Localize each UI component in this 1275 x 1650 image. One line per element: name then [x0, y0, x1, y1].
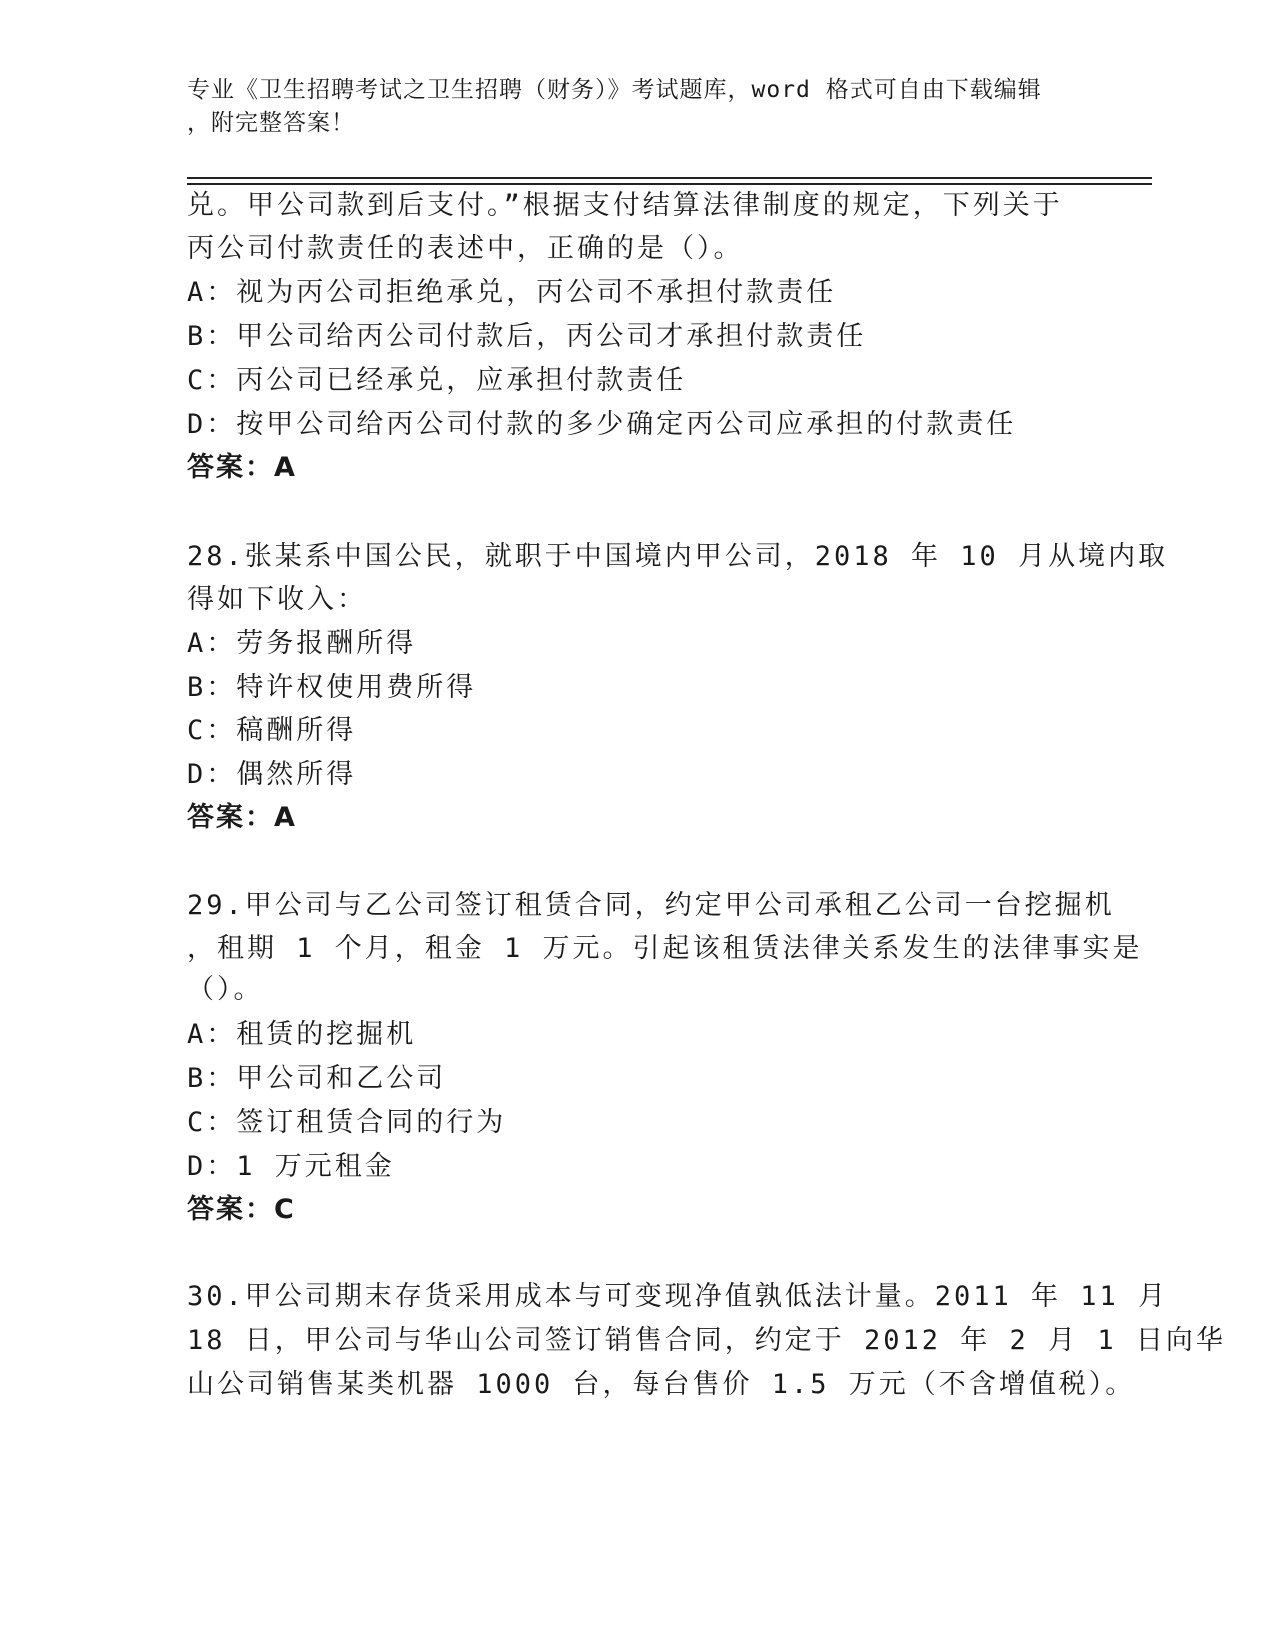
q29-option-b: B：甲公司和乙公司 [187, 1063, 447, 1094]
q28-option-a: A：劳务报酬所得 [187, 628, 417, 659]
q28-option-b: B：特许权使用费所得 [187, 672, 477, 703]
q27-answer: 答案：A [187, 452, 297, 483]
q29-option-d: D：1 万元租金 [187, 1151, 395, 1182]
q30-stem-line1: 30.甲公司期末存货采用成本与可变现净值孰低法计量。2011 年 11 月 [187, 1281, 1169, 1312]
header-title-line2: ，附完整答案！ [187, 110, 355, 136]
document-header [187, 74, 1067, 140]
q28-stem-line2: 得如下收入： [187, 584, 367, 615]
q27-option-a: A：视为丙公司拒绝承兑，丙公司不承担付款责任 [187, 277, 837, 308]
header-divider-top [187, 177, 1152, 179]
q29-stem-line2: ，租期 1 个月，租金 1 万元。引起该租赁法律关系发生的法律事实是 [187, 933, 1143, 964]
q29-option-a: A：租赁的挖掘机 [187, 1019, 417, 1050]
q27-stem-line2: 丙公司付款责任的表述中，正确的是（）。 [187, 233, 744, 264]
q30-stem-line2: 18 日，甲公司与华山公司签订销售合同，约定于 2012 年 2 月 1 日向华 [187, 1325, 1226, 1356]
q28-option-d: D：偶然所得 [187, 759, 357, 790]
q30-stem-line3: 山公司销售某类机器 1000 台，每台售价 1.5 万元（不含增值税）。 [187, 1369, 1136, 1400]
q27-option-c: C：丙公司已经承兑，应承担付款责任 [187, 365, 687, 396]
q27-option-b: B：甲公司给丙公司付款后，丙公司才承担付款责任 [187, 321, 867, 352]
q29-option-c: C：签订租赁合同的行为 [187, 1107, 507, 1138]
q28-stem-line1: 28.张某系中国公民，就职于中国境内甲公司，2018 年 10 月从境内取 [187, 541, 1169, 572]
q29-answer: 答案：C [187, 1194, 296, 1225]
q29-stem-line1: 29.甲公司与乙公司签订租赁合同，约定甲公司承租乙公司一台挖掘机 [187, 890, 1115, 921]
q27-stem-line1: 兑。甲公司款到后支付。”根据支付结算法律制度的规定，下列关于 [187, 190, 1063, 221]
q28-option-c: C：稿酬所得 [187, 715, 357, 746]
q27-option-d: D：按甲公司给丙公司付款的多少确定丙公司应承担的付款责任 [187, 409, 1017, 440]
q29-stem-line3: （）。 [187, 974, 264, 1005]
q28-answer: 答案：A [187, 802, 297, 833]
header-divider-bottom [187, 183, 1152, 185]
header-title-line1: 专业《卫生招聘考试之卫生招聘（财务）》考试题库，word 格式可自由下载编辑 [187, 77, 1042, 103]
